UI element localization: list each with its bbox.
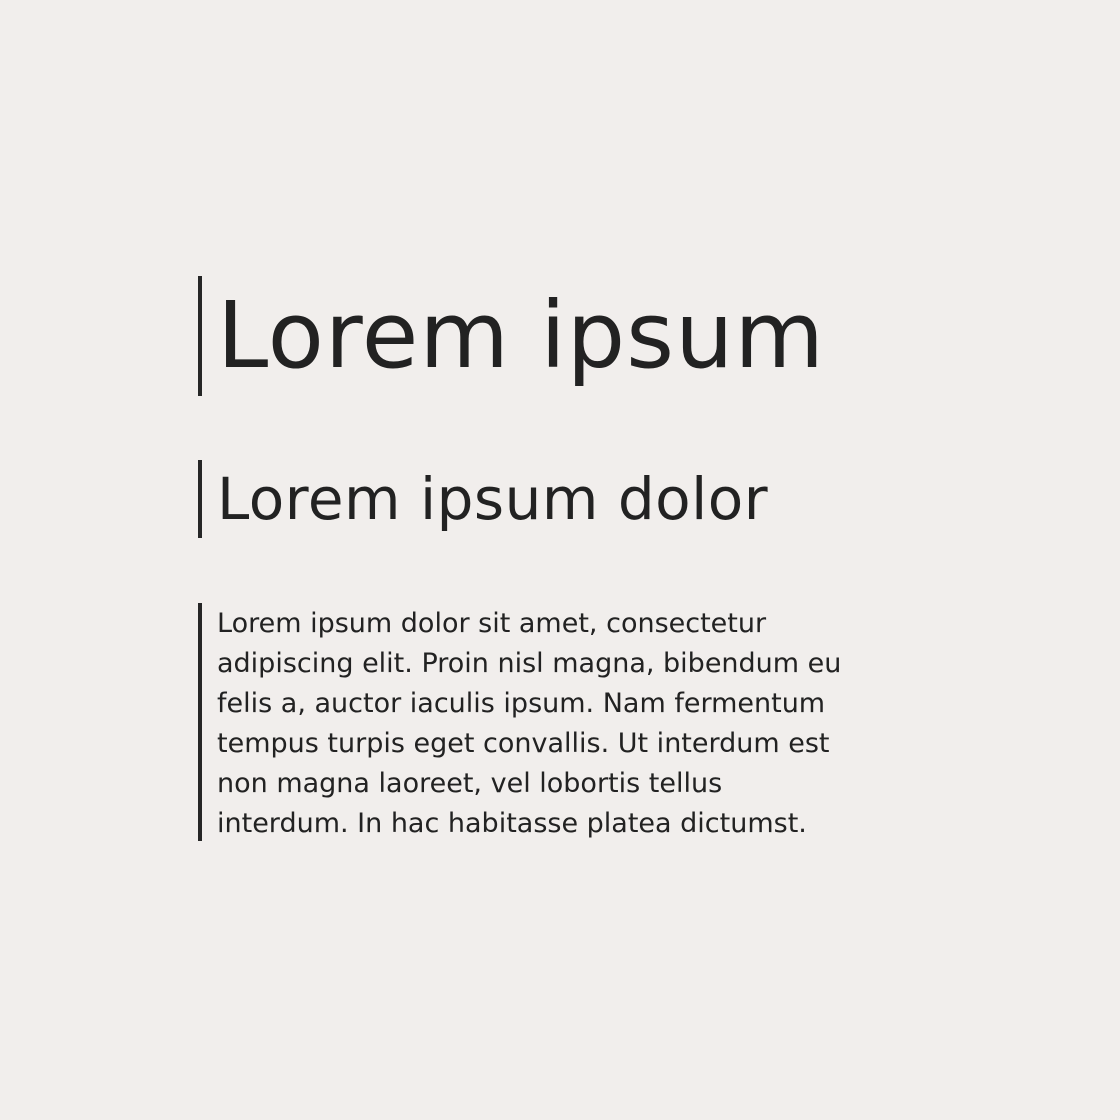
h1-sample-text: Lorem ipsum (217, 282, 826, 389)
body-sample-text: Lorem ipsum dolor sit amet, consectetur adipiscing elit. Proin nisl magna, bibendum eu felis a, auctor iaculis ipsum. Nam fermentum tempus turpis eget convallis. Ut interdum est non magna laoreet, vel lobortis tellus interdum. In hac habitasse platea dictumst. (217, 608, 842, 839)
h3-sample-text: Lorem ipsum dolor (217, 465, 769, 533)
body-divider-bar (198, 603, 202, 841)
h1-divider-bar (198, 276, 202, 396)
h3-divider-bar (198, 460, 202, 538)
